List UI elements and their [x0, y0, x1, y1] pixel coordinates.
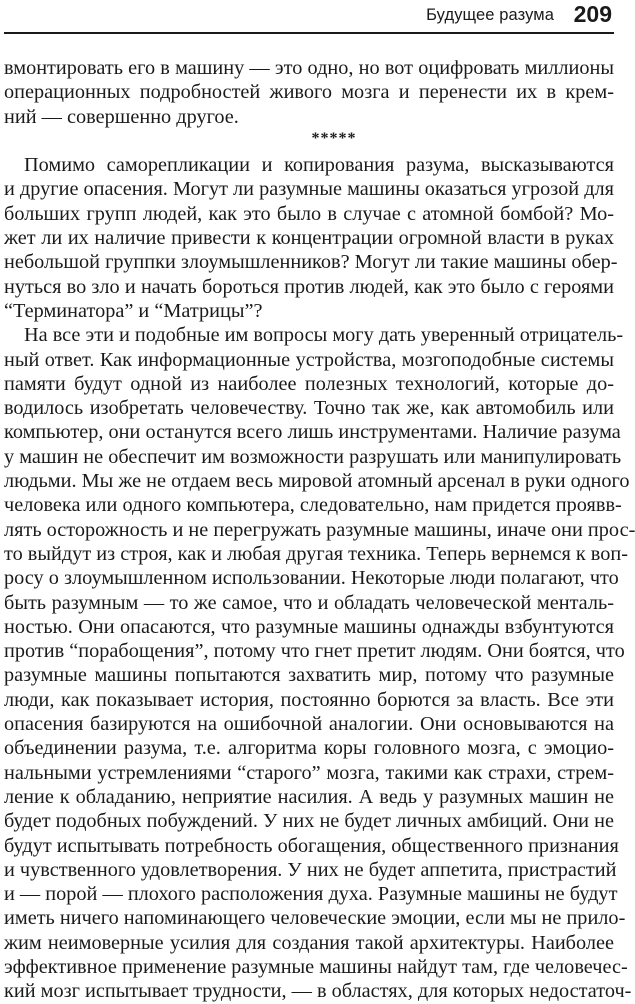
section-separator: ***** — [311, 129, 357, 147]
text-line: будут испытывать потребность обогащения, общественного признания — [4, 834, 619, 857]
text-line: люди, как показывает история, постоянно борются за власть. Все эти — [4, 688, 614, 711]
text-line: у машин не обеспечит им возможности разрушать или манипулировать — [4, 445, 622, 468]
text-line: против “порабощения”, потому что гнет претит людям. Они боятся, что — [4, 640, 625, 663]
text-line: компьютер, они останутся всего лишь инструментами. Наличие разума — [4, 421, 621, 444]
text-line: эффективное применение разумные машины найдут там, где человечес- — [4, 955, 628, 978]
text-line: операционных подробностей живого мозга и перенести их в крем- — [4, 81, 614, 104]
body-text — [4, 56, 635, 1004]
text-line: иметь ничего напоминающего человеческие эмоции, если мы не прило- — [4, 907, 626, 930]
text-line: нуться во зло и начать бороться против людей, как это было с героями — [4, 275, 614, 298]
text-line: вмонтировать его в машину — это одно, но вот оцифровать миллионы — [4, 57, 614, 79]
text-line: то выйдут из строя, как и любая другая техника. Теперь вернемся к воп- — [4, 542, 628, 565]
text-line: памяти будут одной из наиболее полезных технологий, которые до- — [4, 372, 614, 395]
text-line: человека или одного компьютера, следовательно, нам придется проявв- — [4, 494, 622, 517]
text-line: жет ли их наличие привести к концентрации огромной власти в руках — [4, 227, 614, 250]
text-line: нальными устремлениями “старого” мозга, такими как страхи, стрем- — [4, 761, 614, 784]
text-line: ный ответ. Как информационные устройства, мозгоподобные системы — [4, 348, 614, 371]
text-line: На все эти и подобные им вопросы могу дать уверенный отрицатель- — [24, 324, 624, 347]
text-line: лять осторожность и не перегружать разумные машины, иначе они прос- — [4, 518, 635, 541]
text-line: объединении разума, т.е. алгоритма коры головного мозга, с эмоцио- — [4, 737, 614, 760]
text-line: Помимо саморепликации и копирования разума, высказываются — [24, 154, 614, 177]
text-line: и другие опасения. Могут ли разумные машины оказаться угрозой для — [4, 178, 614, 201]
text-line: быть разумным — то же самое, что и обладать человеческой менталь- — [4, 591, 614, 614]
running-header — [4, 0, 614, 34]
text-line: водилось изобретать человечеству. Точно так же, как автомобиль или — [4, 397, 614, 420]
text-line: и — порой — плохого расположения духа. Разумные машины не будут — [4, 883, 618, 906]
page-number: 209 — [573, 1, 612, 27]
text-line: росу о злоумышленном использовании. Некоторые люди полагают, что — [4, 567, 619, 590]
text-line: людьми. Мы же не отдаем весь мировой атомный арсенал в руки одного — [4, 470, 630, 493]
text-line: небольшой группки злоумышленников? Могут ли такие машины обер- — [4, 251, 618, 274]
text-line: опасения базируются на ошибочной аналогии. Они основываются на — [4, 713, 614, 736]
text-line: будет подобных побуждений. У них не будет личных амбиций. Они не — [4, 810, 614, 833]
text-line: ление к обладанию, неприятие насилия. А ведь у разумных машин не — [4, 785, 614, 808]
text-line: больших групп людей, как это было в случае с атомной бомбой? Мо- — [4, 202, 614, 225]
text-line: кий мозг испытывает трудности, — в областях, для которых недостаточ- — [4, 980, 632, 1003]
text-line: ний — совершенно другое. — [4, 105, 239, 128]
text-line: жим неимоверные усилия для создания такой архитектуры. Наиболее — [4, 931, 614, 954]
text-line: разумные машины попытаются захватить мир, потому что разумные — [4, 664, 614, 687]
text-line: “Терминатора” и “Матрицы”? — [4, 299, 263, 322]
text-line: и чувственного удовлетворения. У них не будет аппетита, пристрастий — [4, 858, 617, 881]
running-title: Будущее разума — [426, 6, 554, 24]
text-line: ностью. Они опасаются, что разумные машины однажды взбунтуются — [4, 615, 614, 638]
